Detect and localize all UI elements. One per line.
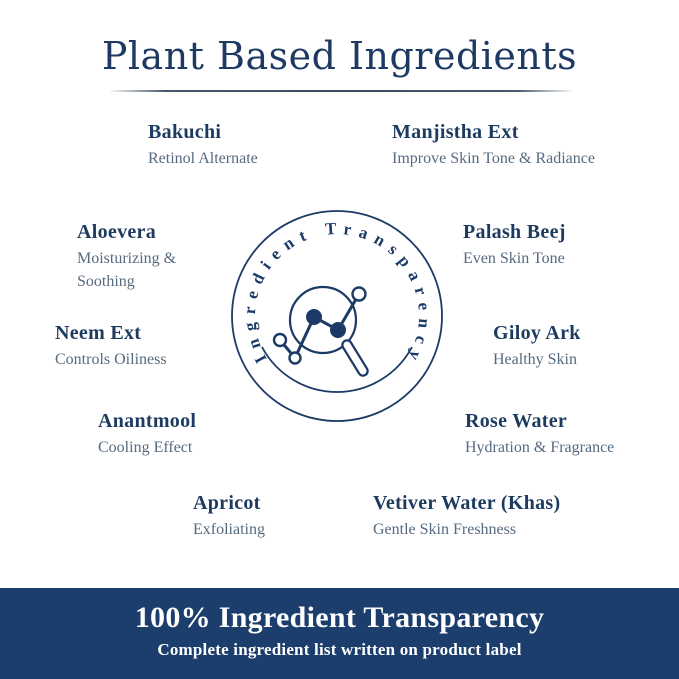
ingredient-name: Rose Water (465, 410, 568, 432)
badge-inner-arc-icon (262, 347, 412, 392)
ingredient-benefit: Hydration & Fragrance (465, 439, 615, 456)
badge-circular-text: Ingredient Transparency (239, 218, 435, 367)
ingredient-bakuchi (148, 121, 258, 170)
ingredient-name: Vetiver Water (Khas) (373, 492, 561, 514)
ingredient-rose-water (465, 410, 614, 459)
ingredient-anantmool (98, 410, 196, 459)
badge-outer-ring-icon (232, 211, 442, 421)
ingredient-benefit: Even Skin Tone (463, 250, 565, 267)
ingredient-benefit: Gentle Skin Freshness (373, 521, 517, 538)
ingredient-name: Apricot (193, 492, 261, 514)
ingredient-name: Anantmool (98, 410, 197, 432)
ingredient-neem-ext (55, 322, 167, 371)
ingredient-benefit: Moisturizing & Soothing (77, 250, 177, 291)
ingredient-benefit: Retinol Alternate (148, 150, 258, 167)
ingredient-benefit: Controls Oiliness (55, 351, 167, 368)
ingredient-benefit: Improve Skin Tone & Radiance (392, 150, 595, 167)
transparency-banner (0, 588, 679, 679)
ingredient-manjistha-ext (392, 121, 595, 170)
ingredient-vetiver-water (373, 492, 560, 541)
ingredient-name: Bakuchi (148, 121, 222, 143)
ingredient-benefit: Exfoliating (193, 521, 265, 538)
banner-subtitle: Complete ingredient list written on product label (157, 640, 522, 659)
ingredient-name: Palash Beej (463, 221, 566, 243)
ingredient-palash-beej (463, 221, 566, 270)
title-divider (110, 90, 572, 92)
ingredient-benefit: Healthy Skin (493, 351, 577, 368)
ingredient-benefit: Cooling Effect (98, 439, 193, 456)
ingredient-giloy-ark (493, 322, 581, 371)
page-title: Plant Based Ingredients (101, 34, 578, 78)
ingredient-name: Aloevera (77, 221, 157, 243)
ingredient-name: Neem Ext (55, 322, 142, 344)
ingredient-aloevera (77, 221, 199, 293)
ingredient-transparency-badge (220, 198, 456, 434)
ingredient-name: Giloy Ark (493, 322, 581, 344)
banner-title: 100% Ingredient Transparency (134, 601, 545, 634)
ingredient-name: Manjistha Ext (392, 121, 519, 143)
ingredient-apricot (193, 492, 265, 541)
